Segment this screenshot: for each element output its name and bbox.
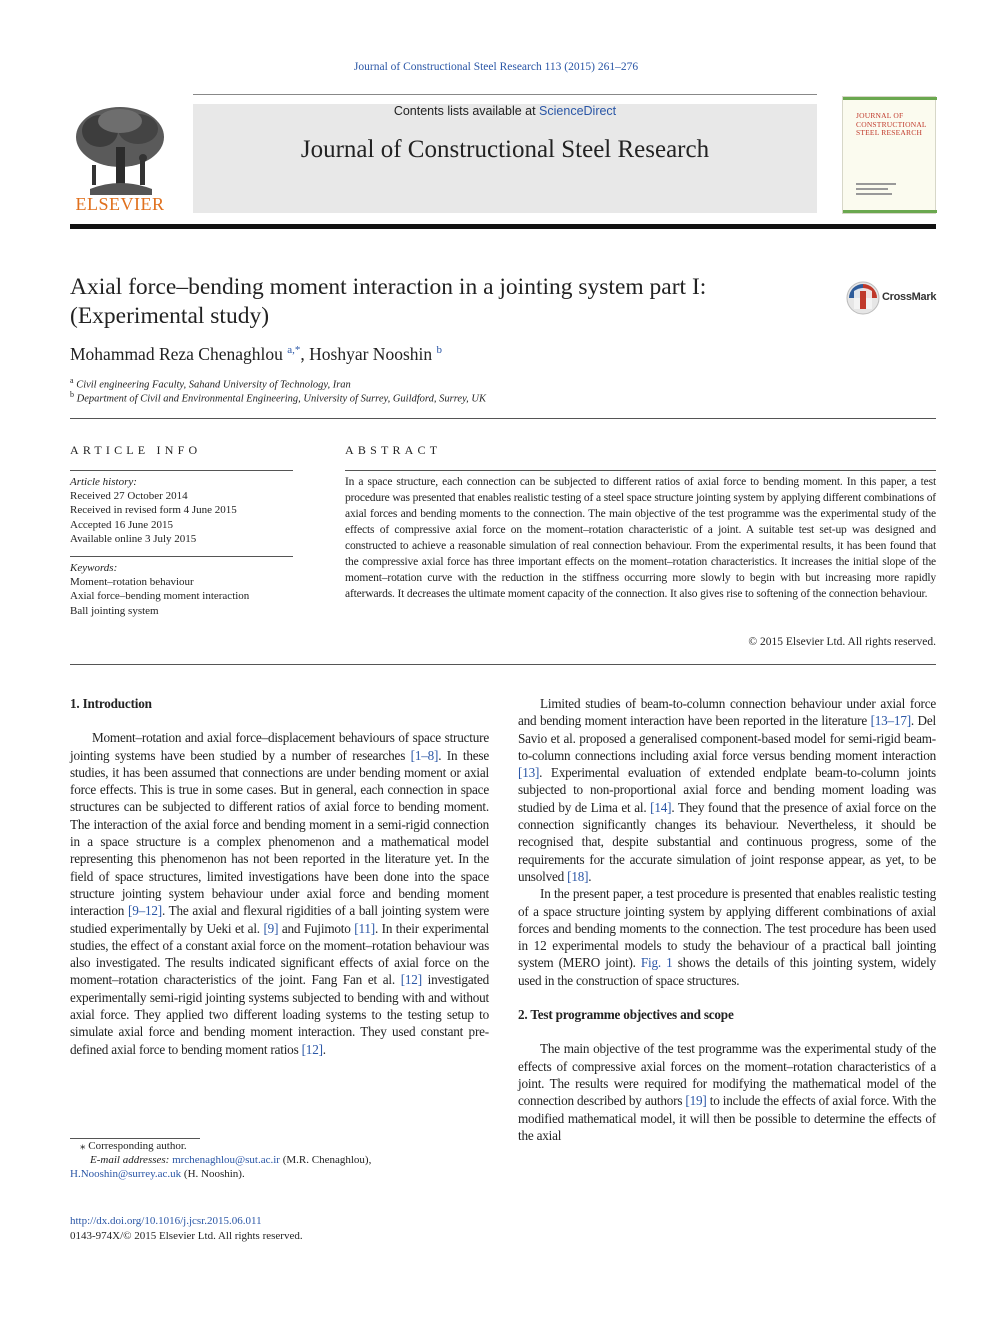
- divider: [70, 418, 936, 419]
- citation-link[interactable]: [18]: [567, 868, 589, 884]
- paragraph: In the present paper, a test procedure is presented that enables realistic testing of a space structure jointing system by applying different combinations of axial forces and bending moments to the connection. The test procedure has been used in 12 experimental models to study the behaviour of a practical ball jointing system (MERO joint). Fig. 1 shows the details of this jointing system, widely used in the construction of space structures.: [518, 886, 936, 988]
- history-item: Accepted 16 June 2015: [70, 518, 173, 531]
- issn-line: 0143-974X/© 2015 Elsevier Ltd. All rights reserved.: [70, 1229, 303, 1242]
- keyword-item: Moment–rotation behaviour: [70, 576, 194, 589]
- citation-link[interactable]: [9–12]: [128, 903, 162, 919]
- sciencedirect-link[interactable]: ScienceDirect: [539, 104, 617, 118]
- contents-line: [193, 104, 817, 118]
- copyright-line: © 2015 Elsevier Ltd. All rights reserved.: [748, 636, 936, 648]
- abstract-heading: ABSTRACT: [345, 443, 442, 457]
- body-column-left: [70, 695, 489, 1058]
- paragraph: Limited studies of beam-to-column connection behaviour under axial force and bending moment interaction have been reported in the literature [13–17]. Del Savio et al. proposed a generalised component-based model for semi-rigid beam-to-column connections including axial force versus bending moment interaction [13]. Experimental evaluation of extended endplate beam-to-column joints subjected to non-proportional axial force and bending moment loading was studied by de Lima et al. [14]. They found that the presence of axial force on the connection significantly changes its behaviour. Nevertheless, it should be recognised that, despite substantial and continuous progress, some of the requirements for the accurate simulation of joint response appear, as yet, to be unsolved [18].: [518, 696, 936, 884]
- citation-link[interactable]: [19]: [685, 1093, 707, 1109]
- history-item: Available online 3 July 2015: [70, 532, 197, 545]
- author-affiliation-marker[interactable]: a,*: [287, 344, 301, 357]
- citation-link[interactable]: [13–17]: [870, 713, 911, 729]
- divider: [70, 664, 936, 665]
- header-rule: [70, 224, 936, 229]
- paragraph: Moment–rotation and axial force–displacement behaviours of space structure jointing systems have been studied by a number of researches [1–8]. In these studies, it has been assumed that connections are under bending moment or axial force effects. This is true in some cases. But in general, each connection in space structures can be subjected to different ratios of axial force to bending moment. The interaction of the axial force and bending moment in a semi-rigid connection in a space structure is a complex phenomenon and a mathematical model representing this phenomenon has not been reported in the literature yet. In the field of space structures, limited investigations have been done into the space structure jointing system behaviour under axial force and bending moment interaction [9–12]. The axial and flexural rigidities of a ball jointing system were studied experimentally by Ueki et al. [9] and Fujimoto [11]. In their experimental studies, the effect of a constant axial force on the moment–rotation behaviour was also investigated. The results indicated significant effects of axial force on the moment–rotation characteristics of the joint. Fang Fan et al. [12] investigated experimentally semi-rigid jointing systems subjected to bending with and without axial force. They applied two different loading systems to the testing setup to simulate axial force and bending moment interaction. They used constant pre-defined axial force to bending moment ratios [12].: [70, 730, 489, 1057]
- crossmark-label[interactable]: CrossMark: [882, 291, 937, 303]
- citation-link[interactable]: [9]: [263, 920, 279, 936]
- history-item: Received in revised form 4 June 2015: [70, 504, 237, 517]
- citation-link[interactable]: [12]: [400, 972, 422, 988]
- citation-link[interactable]: [11]: [354, 920, 375, 936]
- article-info-heading: ARTICLE INFO: [70, 443, 202, 457]
- cover-bottom-bar: [843, 210, 937, 213]
- paragraph: The main objective of the test programme was the experimental study of the effects of compressive axial forces on the moment–rotation characteristics of a joint. The results were required for modifying the mathematical model of the connection described by authors [19] to include the effects of axial force. With the modified mathematical model, it will then be possible to determine the effects of the axial: [518, 1041, 936, 1143]
- email-link[interactable]: mrchenaghlou@sut.ac.ir: [172, 1154, 280, 1166]
- doi-block: [70, 1214, 489, 1243]
- cover-top-bar: [843, 97, 937, 100]
- doi-link[interactable]: http://dx.doi.org/10.1016/j.jcsr.2015.06.011: [70, 1215, 262, 1227]
- citation-link[interactable]: [14]: [650, 799, 672, 815]
- contents-prefix: Contents lists available at: [393, 104, 540, 118]
- author-name: Mohammad Reza Chenaghlou: [70, 344, 283, 364]
- affiliation-b: $^b$ Department of Civil and Environmental Engineering, University of Surrey, Guildford, Surrey, UK: [70, 390, 486, 405]
- footnotes: ⁎ Corresponding author. E-mail addresses: mrchenaghlou@sut.ac.ir (M.R. Chenaghlou), H.Nooshin@surrey.ac.uk (H. Nooshin).: [70, 1140, 372, 1180]
- keywords: Keywords: Moment–rotation behaviour Axial force–bending moment interaction Ball jointing system: [70, 561, 300, 618]
- keyword-item: Axial force–bending moment interaction: [70, 590, 250, 603]
- journal-citation-link[interactable]: Journal of Constructional Steel Research 113 (2015) 261–276: [353, 61, 639, 73]
- journal-cover-thumbnail[interactable]: [842, 96, 936, 214]
- email-link[interactable]: H.Nooshin@surrey.ac.uk: [70, 1168, 182, 1180]
- figure-link[interactable]: Fig. 1: [640, 955, 673, 971]
- elsevier-wordmark: ELSEVIER: [75, 194, 165, 214]
- divider: [345, 470, 936, 471]
- keyword-item: Ball jointing system: [70, 604, 159, 617]
- article-history: Article history: Received 27 October 2014 Received in revised form 4 June 2015 Accepted 16 June 2015 Available online 3 July 2015: [70, 475, 300, 546]
- body-column-right: [518, 695, 936, 1144]
- journal-title[interactable]: Journal of Constructional Steel Research: [300, 136, 710, 163]
- elsevier-tree-icon: [70, 103, 170, 195]
- divider: [70, 556, 293, 557]
- author-affiliation-marker[interactable]: b: [436, 344, 442, 357]
- citation-link[interactable]: [12]: [301, 1041, 323, 1057]
- citation-link[interactable]: [13]: [518, 765, 540, 781]
- author-name: Hoshyar Nooshin: [309, 344, 433, 364]
- affiliation-a: $^a$ Civil engineering Faculty, Sahand University of Technology, Iran: [70, 376, 351, 391]
- citation-link[interactable]: [1–8]: [410, 747, 439, 763]
- article-title: Axial force–bending moment interaction in a jointing system part I: (Experimental study): [70, 274, 707, 329]
- crossmark-icon: [846, 281, 880, 315]
- header-top-rule: [193, 94, 817, 95]
- cover-title: JOURNAL OF CONSTRUCTIONAL STEEL RESEARCH: [856, 111, 927, 137]
- abstract-text: In a space structure, each connection can be subjected to different ratios of axial force to bending moment. In this paper, a test procedure was presented that enables realistic testing of a steel space structure jointing system by applying different combinations of axial forces and bending moments to the connection. The main objective of the test programme was the experimental study of the effects of compressive axial force on the moment–rotation characteristic of a joint. A suitable test set-up was designed and constructed to achieve a reasonable simulation of real connection behaviour. From the experimental results, it has been found that the compressive axial force has three important effects on the moment–rotation characteristics. It increases the initial slope of the moment–rotation curve with the reduction in the stiffness occurring more slowly to begin with but increasing more rapidly afterwards. It decreases the ultimate moment capacity of the connection. It also gives rise to softening of the connection behaviour.: [345, 476, 936, 600]
- history-item: Received 27 October 2014: [70, 490, 188, 503]
- divider: [70, 470, 293, 471]
- section-heading: 1. Introduction: [70, 696, 152, 711]
- elsevier-logo: [70, 103, 170, 215]
- author-list: Mohammad Reza Chenaghlou $^{a,*}$, Hoshyar Nooshin $^b$: [70, 344, 442, 364]
- section-heading: 2. Test programme objectives and scope: [518, 1007, 734, 1023]
